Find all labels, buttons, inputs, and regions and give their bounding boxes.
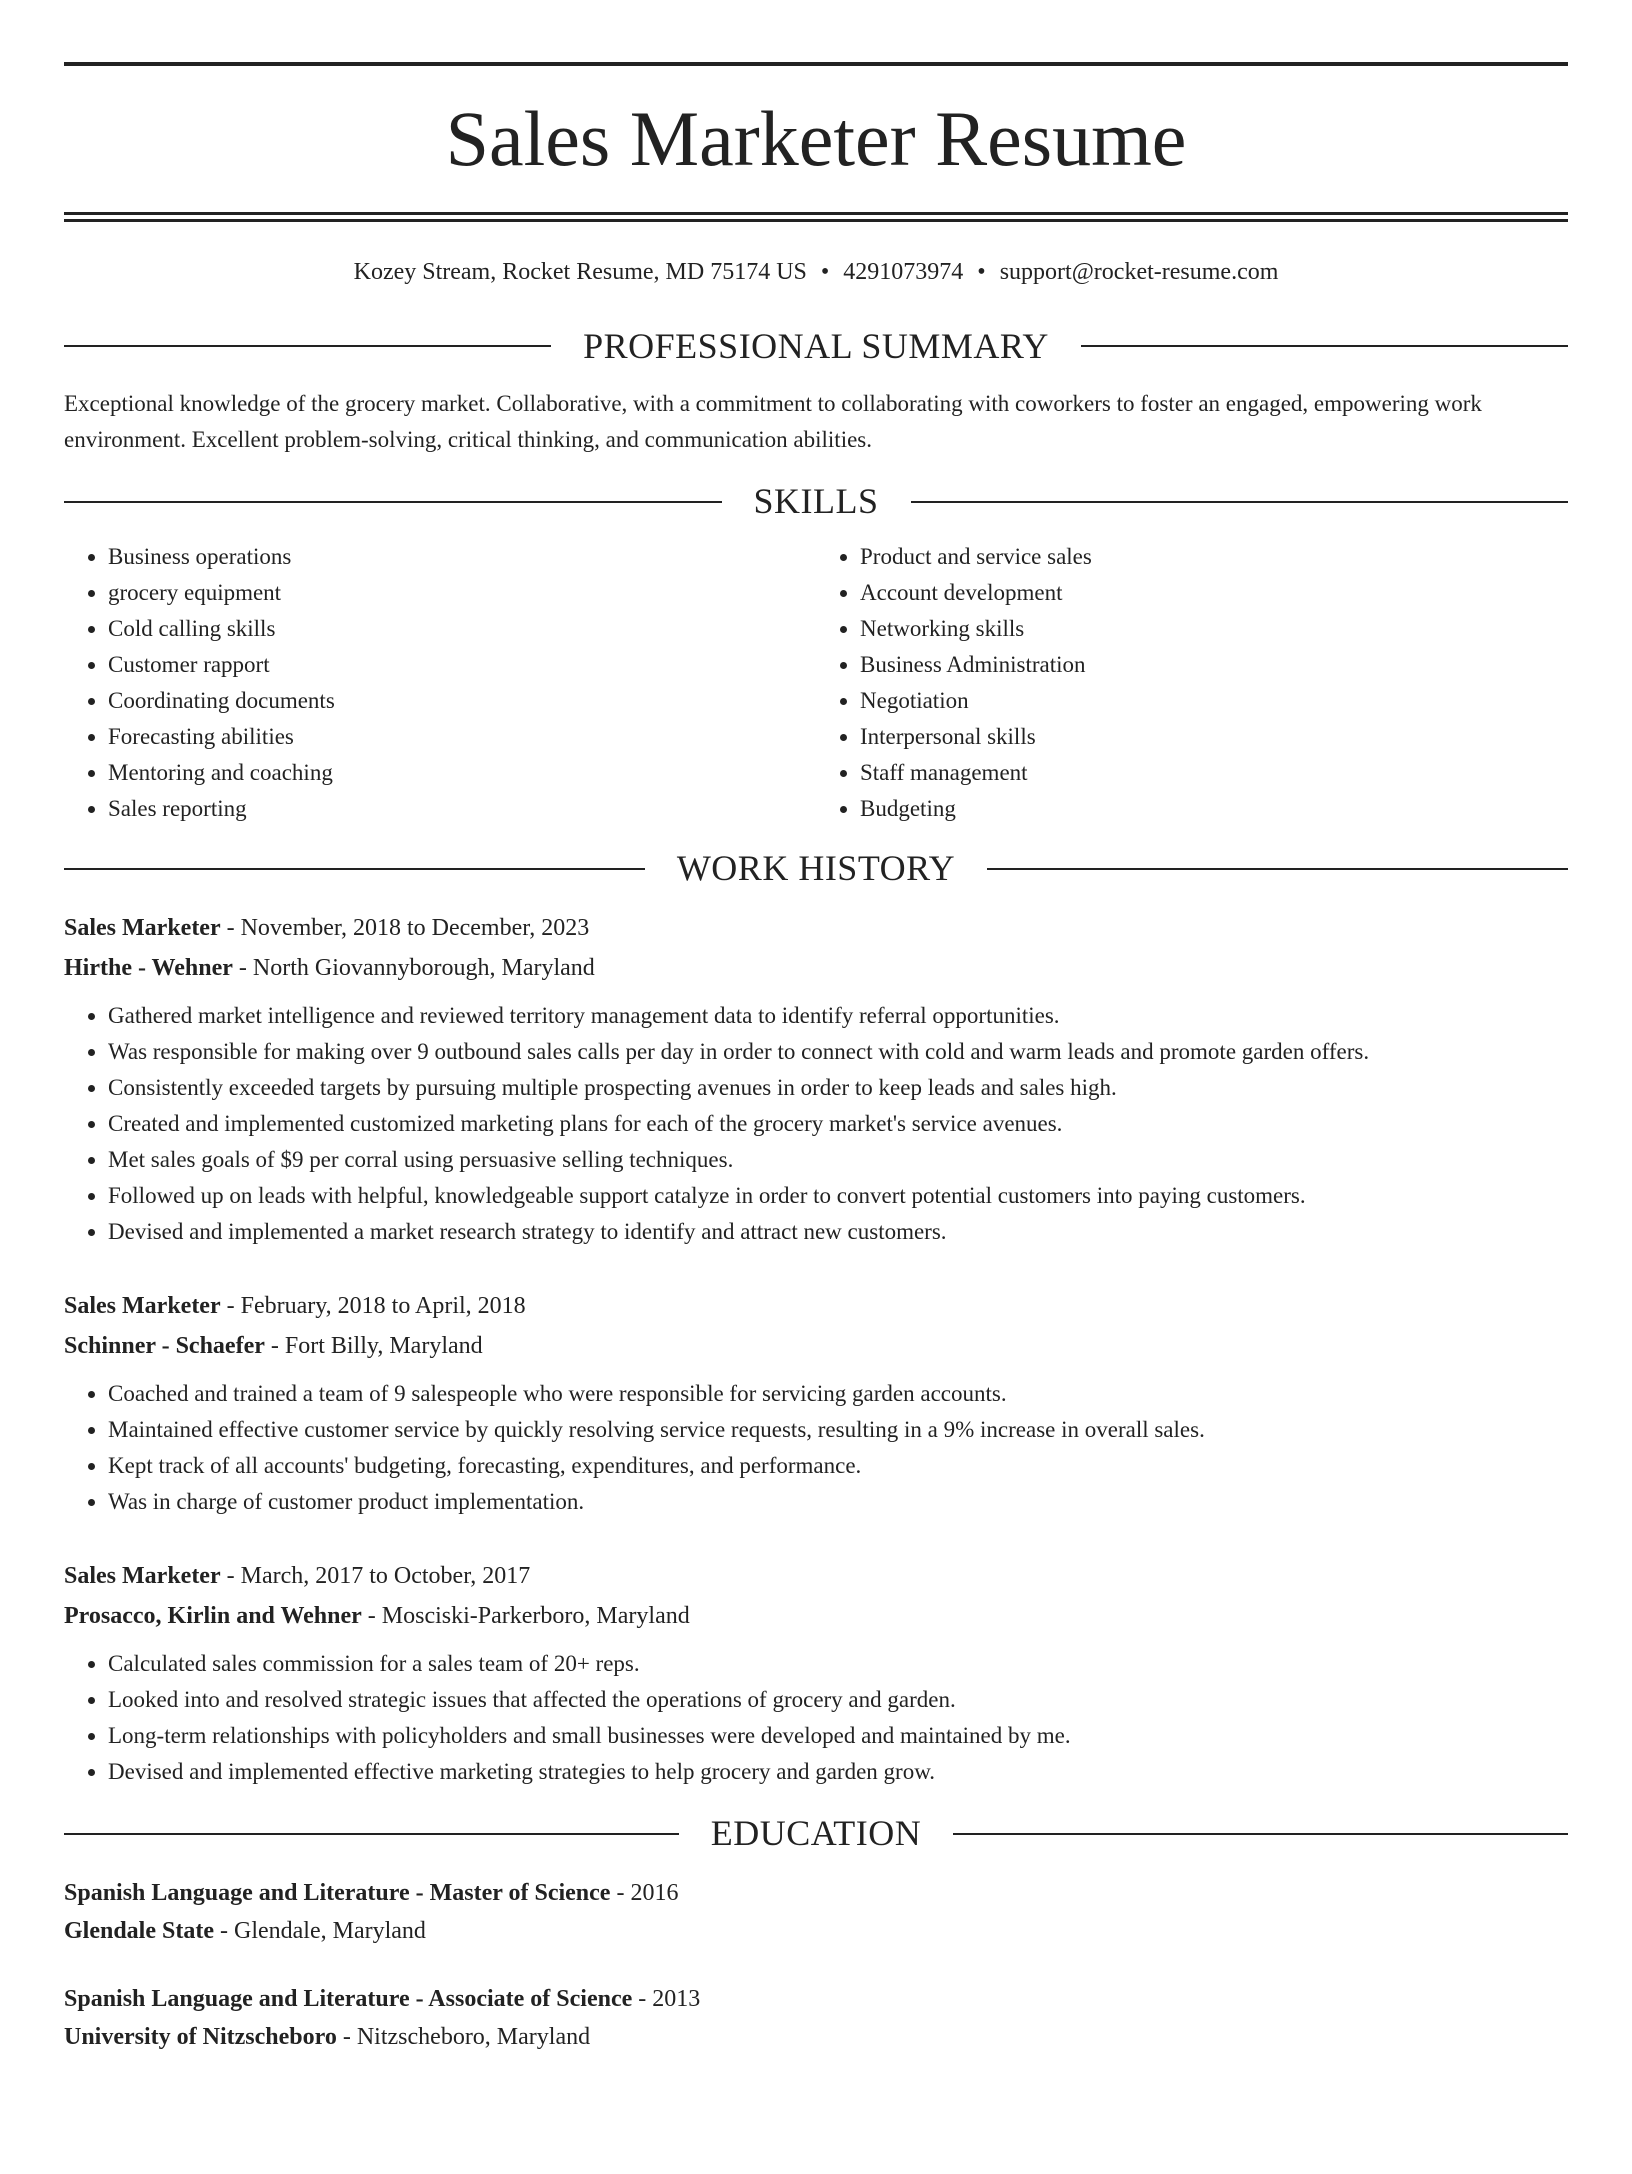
job-company-line (64, 948, 1568, 988)
education-entry (64, 1874, 1568, 1950)
resume-title: Sales Marketer Resume (445, 95, 1187, 182)
job-bullet: • Maintained effective customer service by quickly resolving service requests, resulting in a 9% increase in overall sales. (108, 1412, 1568, 1448)
job-company-line (64, 1596, 1568, 1636)
job-bullet: • Gathered market intelligence and reviewed territory management data to identify referral opportunities. (108, 998, 1568, 1034)
education-year: - 2013 (632, 1985, 701, 2012)
education-location: - Glendale, Maryland (214, 1917, 426, 1944)
education-year: - 2016 (610, 1879, 679, 1906)
section-header-summary (64, 325, 1568, 368)
skill-item: • Interpersonal skills (860, 719, 1568, 755)
education-entry (64, 1980, 1568, 2056)
job-role: Sales Marketer (64, 1563, 221, 1590)
job-bullet: • Was in charge of customer product implementation. (108, 1484, 1568, 1520)
job-entry (64, 908, 1568, 1250)
section-rule-left (64, 345, 551, 347)
job-location: - North Giovannyborough, Maryland (232, 955, 595, 982)
skill-item: • Product and service sales (860, 539, 1568, 575)
job-bullet: • Consistently exceeded targets by pursuing multiple prospecting avenues in order to keep leads and sales high. (108, 1070, 1568, 1106)
skill-item: • Business Administration (860, 647, 1568, 683)
skills-column-right (816, 539, 1568, 827)
job-entry (64, 1556, 1568, 1790)
contact-line (64, 258, 1568, 287)
education-school-line (64, 1912, 1568, 1950)
education-school: Glendale State (64, 1917, 214, 1944)
education-school: University of Nitzscheboro (64, 2023, 337, 2050)
job-bullet: • Met sales goals of $9 per corral using persuasive selling techniques. (108, 1142, 1568, 1178)
resume-page (0, 62, 1632, 2174)
job-dates: - February, 2018 to April, 2018 (220, 1293, 526, 1320)
job-title-line (64, 1286, 1568, 1326)
title-double-rule (64, 212, 1568, 222)
job-bullets (64, 1646, 1568, 1790)
skill-item: • Business operations (108, 539, 816, 575)
section-title-skills: SKILLS (753, 480, 879, 521)
contact-separator: • (977, 259, 986, 285)
job-bullet: • Devised and implemented a market research strategy to identify and attract new customers. (108, 1214, 1568, 1250)
education-school-line (64, 2018, 1568, 2056)
section-rule-right (987, 868, 1568, 870)
education-degree: Spanish Language and Literature - Master of Science (64, 1879, 611, 1906)
education-degree: Spanish Language and Literature - Associate of Science (64, 1985, 633, 2012)
skill-item: • Customer rapport (108, 647, 816, 683)
skill-item: • Negotiation (860, 683, 1568, 719)
skill-item: • Coordinating documents (108, 683, 816, 719)
skill-item: • grocery equipment (108, 575, 816, 611)
job-bullets (64, 1376, 1568, 1520)
contact-address: Kozey Stream, Rocket Resume, MD 75174 US (353, 259, 807, 285)
section-rule-left (64, 1833, 679, 1835)
skill-item: • Staff management (860, 755, 1568, 791)
section-rule-right (953, 1833, 1568, 1835)
job-company: Schinner - Schaefer (64, 1333, 265, 1360)
skill-item: • Sales reporting (108, 791, 816, 827)
section-title-education: EDUCATION (710, 1813, 922, 1854)
section-title-summary: PROFESSIONAL SUMMARY (583, 325, 1049, 366)
job-bullet: • Created and implemented customized marketing plans for each of the grocery market's service avenues. (108, 1106, 1568, 1142)
job-bullets (64, 998, 1568, 1250)
skills-list (64, 539, 1568, 827)
section-rule-left (64, 868, 645, 870)
section-header-skills (64, 480, 1568, 523)
job-bullet: • Long-term relationships with policyholders and small businesses were developed and maintained by me. (108, 1718, 1568, 1754)
section-header-education (64, 1812, 1568, 1855)
section-rule-right (911, 501, 1569, 503)
job-bullet: • Devised and implemented effective marketing strategies to help grocery and garden grow. (108, 1754, 1568, 1790)
section-rule-left (64, 501, 722, 503)
job-bullet: • Calculated sales commission for a sales team of 20+ reps. (108, 1646, 1568, 1682)
contact-separator: • (820, 259, 830, 285)
skill-item: • Cold calling skills (108, 611, 816, 647)
job-title-line (64, 908, 1568, 948)
section-header-work-history (64, 847, 1568, 890)
job-location: - Fort Billy, Maryland (264, 1333, 483, 1360)
education-degree-line (64, 1980, 1568, 2018)
skill-item: • Forecasting abilities (108, 719, 816, 755)
job-role: Sales Marketer (64, 915, 221, 942)
contact-phone: 4291073974 (843, 259, 964, 285)
skill-item: • Account development (860, 575, 1568, 611)
job-company: Prosacco, Kirlin and Wehner (64, 1603, 362, 1630)
education-list (64, 1874, 1568, 2056)
job-role: Sales Marketer (64, 1293, 221, 1320)
job-bullet: • Kept track of all accounts' budgeting, forecasting, expenditures, and performance. (108, 1448, 1568, 1484)
section-title-work-history: WORK HISTORY (676, 848, 956, 889)
job-bullet: • Followed up on leads with helpful, knowledgeable support catalyze in order to convert potential customers into paying customers. (108, 1178, 1568, 1214)
job-bullet: • Looked into and resolved strategic issues that affected the operations of grocery and garden. (108, 1682, 1568, 1718)
job-company-line (64, 1326, 1568, 1366)
education-location: - Nitzscheboro, Maryland (336, 2023, 591, 2050)
job-company: Hirthe - Wehner (64, 955, 233, 982)
contact-email: support@rocket-resume.com (999, 259, 1279, 285)
job-bullet: • Coached and trained a team of 9 salespeople who were responsible for servicing garden accounts. (108, 1376, 1568, 1412)
job-dates: - March, 2017 to October, 2017 (220, 1563, 531, 1590)
skill-item: • Mentoring and coaching (108, 755, 816, 791)
job-entry (64, 1286, 1568, 1520)
section-rule-right (1081, 345, 1568, 347)
top-rule (64, 62, 1568, 66)
work-history-list (64, 908, 1568, 1790)
job-title-line (64, 1556, 1568, 1596)
skill-item: • Budgeting (860, 791, 1568, 827)
skill-item: • Networking skills (860, 611, 1568, 647)
summary-text: Exceptional knowledge of the grocery market. Collaborative, with a commitment to collaborating with coworkers to foster an engaged, empowering work environment. Excellent problem-solving, critical thinking, and communication abilities. (64, 390, 1482, 452)
education-degree-line (64, 1874, 1568, 1912)
job-bullet: • Was responsible for making over 9 outbound sales calls per day in order to connect with cold and warm leads and promote garden offers. (108, 1034, 1568, 1070)
job-dates: - November, 2018 to December, 2023 (220, 915, 590, 942)
skills-column-left (64, 539, 816, 827)
job-location: - Mosciski-Parkerboro, Maryland (361, 1603, 690, 1630)
